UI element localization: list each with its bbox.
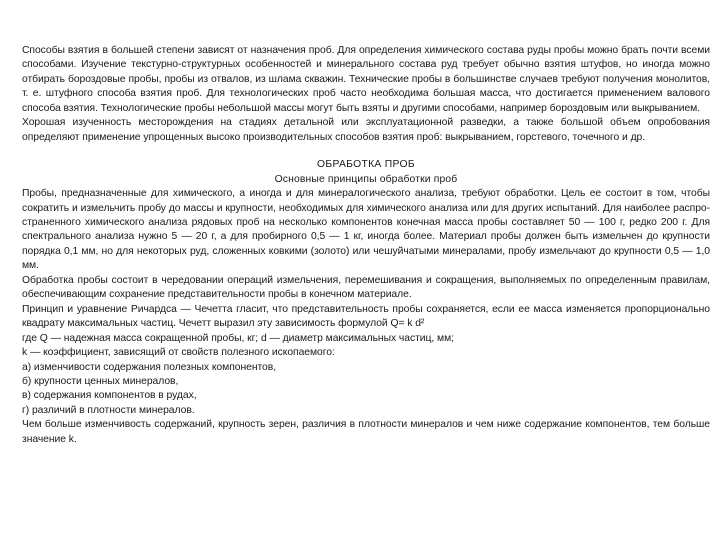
list-item: а) изменчивости содержания полезных компонентов, <box>22 361 277 373</box>
section-subtitle: Основные принципы обработки проб <box>274 173 458 185</box>
body-paragraph-1: Пробы, предназначенные для химического, а иногда и для минералогического анализа, требуют обработки. Цель ее состоит в том, чтобы сократить и измельчить пробу до массы и крупности, необходимых для химического анализа или для других испытаний. Для наиболее распро-страненного химического анализа рядовых проб на несколько компонентов конечная масса пробы составляет 50 — 100 г, редко 200 г. Для спектрального анализа нужно 5 — 20 г, а для пробирного 0,5 — 1 кг, иногда более. Материал пробы должен быть измельчен до крупности порядка 0,1 мм, но для некоторых руд, сложенных ковкими (золото) или чешуйчатыми минералами, пробу измельчают до крупности 0,5 — 1,0 мм. <box>22 188 710 272</box>
intro-paragraph-2: Хорошая изученность месторождения на стадиях детальной или эксплуатационной разведки, а также большой объем опробования определяют применение упрощенных высоко производительных способов взятия проб: выкрыванием, горстевого, точечного и др. <box>22 117 710 143</box>
section-title: ОБРАБОТКА ПРОБ <box>317 159 415 171</box>
list-item: в) содержания компонентов в рудах, <box>22 390 197 402</box>
body-paragraph-conclusion: Чем больше изменчивость содержаний, крупность зерен, различия в плотности минералов и чем ниже содержание компонентов, тем больше значение k. <box>22 419 710 445</box>
body-paragraph-2: Обработка пробы состоит в чередовании операций измельчения, перемешивания и сокращения, выполняемых по определенным правилам, обеспечивающим сохранение представительности пробы в конечном материале. <box>22 274 710 301</box>
list-item: б) крупности ценных минералов, <box>22 375 179 387</box>
document-page <box>22 44 710 447</box>
list-item: г) различий в плотности минералов. <box>22 404 195 416</box>
formula-definitions: где Q — надежная масса сокращенной пробы, кг; d — диаметр максимальных частиц, мм; <box>22 332 454 344</box>
intro-paragraph-1: Способы взятия в большей степени зависят от назначения проб. Для определения химического состава руды пробы можно брать почти всеми способами. Изучение текстурно-структурных особенностей и минерального состава руд требует обычно взятия штуфов, но иногда можно отбирать бороздовые пробы, пробы из отвалов, из шлама скважин. Технические пробы в большинстве случаев требуют получения монолитов, т. е. штуфного способа взятия проб. Для технологических проб часто необходима большая масса, что достигается применением валового способа взятия. Технологические пробы небольшой массы могут быть взяты и другими способами, например бороздовым или выкрыванием. <box>22 45 710 114</box>
coefficient-definition: k — коэффициент, зависящий от свойств полезного ископаемого: <box>22 347 335 359</box>
body-paragraph-3: Принцип и уравнение Ричардса — Чечетта гласит, что представительность пробы сохраняется, если ее масса изменяется пропорционально квадрату максимальных частиц. Чечетт выразил эту зависимость формулой Q= k d² <box>22 303 710 330</box>
